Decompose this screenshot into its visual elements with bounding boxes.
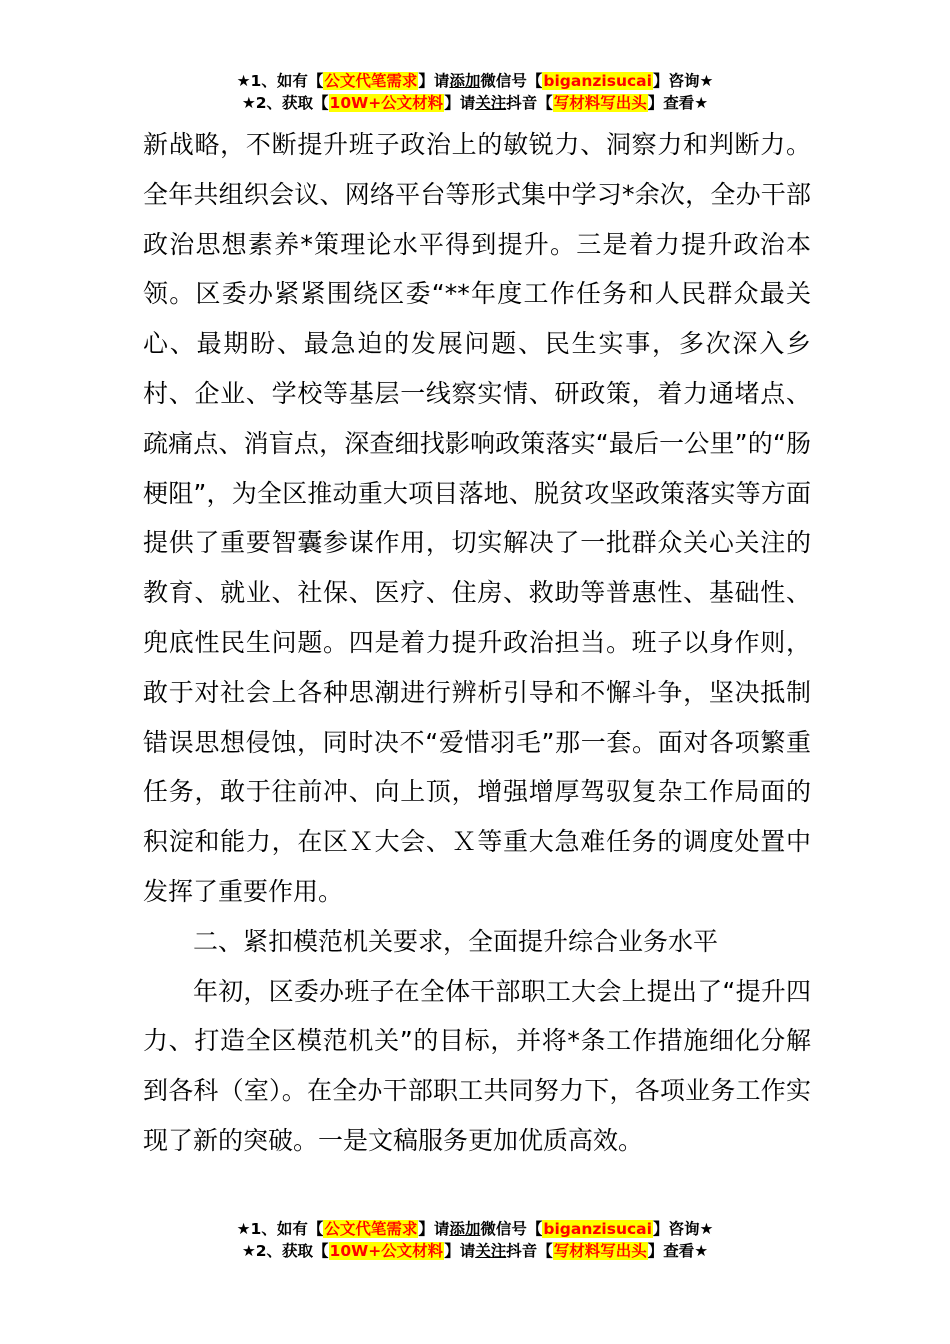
banner-text: ★1、如有【 (236, 1220, 324, 1238)
footer-banner (0, 1218, 950, 1262)
header-banner (0, 70, 950, 114)
highlight-service: 公文代笔需求 (324, 72, 418, 90)
highlight-wechat-id: biganzisucai (543, 72, 652, 90)
banner-line-1 (0, 70, 950, 92)
banner-line-1 (0, 1218, 950, 1240)
highlight-materials: 10W+公文材料 (329, 94, 444, 112)
banner-text: 】请 (418, 72, 450, 90)
banner-text: ★2、获取【 (241, 94, 329, 112)
banner-text: ★1、如有【 (236, 72, 324, 90)
banner-line-2 (0, 92, 950, 114)
underline-follow: 关注 (475, 1242, 507, 1260)
banner-text: 抖音【 (506, 94, 553, 112)
banner-text: 】查看★ (647, 94, 709, 112)
underline-follow: 关注 (475, 94, 507, 112)
banner-text: 微信号【 (480, 72, 543, 90)
body-paragraph: 年初，区委办班子在全体干部职工大会上提出了“提升四力、打造全区模范机关”的目标，并将*条工作措施细化分解到各科（室）。在全办干部职工共同努力下，各项业务工作实现了新的突破。一是文稿服务更加优质高效。 (143, 976, 811, 1155)
highlight-materials: 10W+公文材料 (329, 1242, 444, 1260)
banner-text: 】咨询★ (652, 72, 714, 90)
highlight-douyin: 写材料写出头 (553, 1242, 647, 1260)
banner-line-2 (0, 1240, 950, 1262)
document-body (143, 120, 811, 1166)
highlight-service: 公文代笔需求 (324, 1220, 418, 1238)
banner-text: 】请 (444, 1242, 476, 1260)
banner-text: ★2、获取【 (241, 1242, 329, 1260)
underline-add: 添加 (449, 1220, 481, 1238)
banner-text: 微信号【 (480, 1220, 543, 1238)
banner-text: 】查看★ (647, 1242, 709, 1260)
banner-text: 】请 (444, 94, 476, 112)
body-paragraph: 新战略，不断提升班子政治上的敏锐力、洞察力和判断力。全年共组织会议、网络平台等形式集中学习*余次，全办干部政治思想素养*策理论水平得到提升。三是着力提升政治本领。区委办紧紧围绕区委“**年度工作任务和人民群众最关心、最期盼、最急迫的发展问题、民生实事，多次深入乡村、企业、学校等基层一线察实情、研政策，着力通堵点、疏痛点、消盲点，深查细找影响政策落实“最后一公里”的“肠梗阻”，为全区推动重大项目落地、脱贫攻坚政策落实等方面提供了重要智囊参谋作用，切实解决了一批群众关心关注的教育、就业、社保、医疗、住房、救助等普惠性、基础性、兜底性民生问题。四是着力提升政治担当。班子以身作则，敢于对社会上各种思潮进行辨析引导和不懈斗争，坚决抵制错误思想侵蚀，同时决不“爱惜羽毛”那一套。面对各项繁重任务，敢于往前冲、向上顶，增强增厚驾驭复杂工作局面的积淀和能力，在区Ｘ大会、Ｘ等重大急难任务的调度处置中发挥了重要作用。 (143, 130, 811, 906)
banner-text: 抖音【 (506, 1242, 553, 1260)
highlight-douyin: 写材料写出头 (553, 94, 647, 112)
underline-add: 添加 (449, 72, 481, 90)
banner-text: 】请 (418, 1220, 450, 1238)
banner-text: 】咨询★ (652, 1220, 714, 1238)
highlight-wechat-id: biganzisucai (543, 1220, 652, 1238)
section-heading: 二、紧扣模范机关要求，全面提升综合业务水平 (193, 926, 719, 956)
